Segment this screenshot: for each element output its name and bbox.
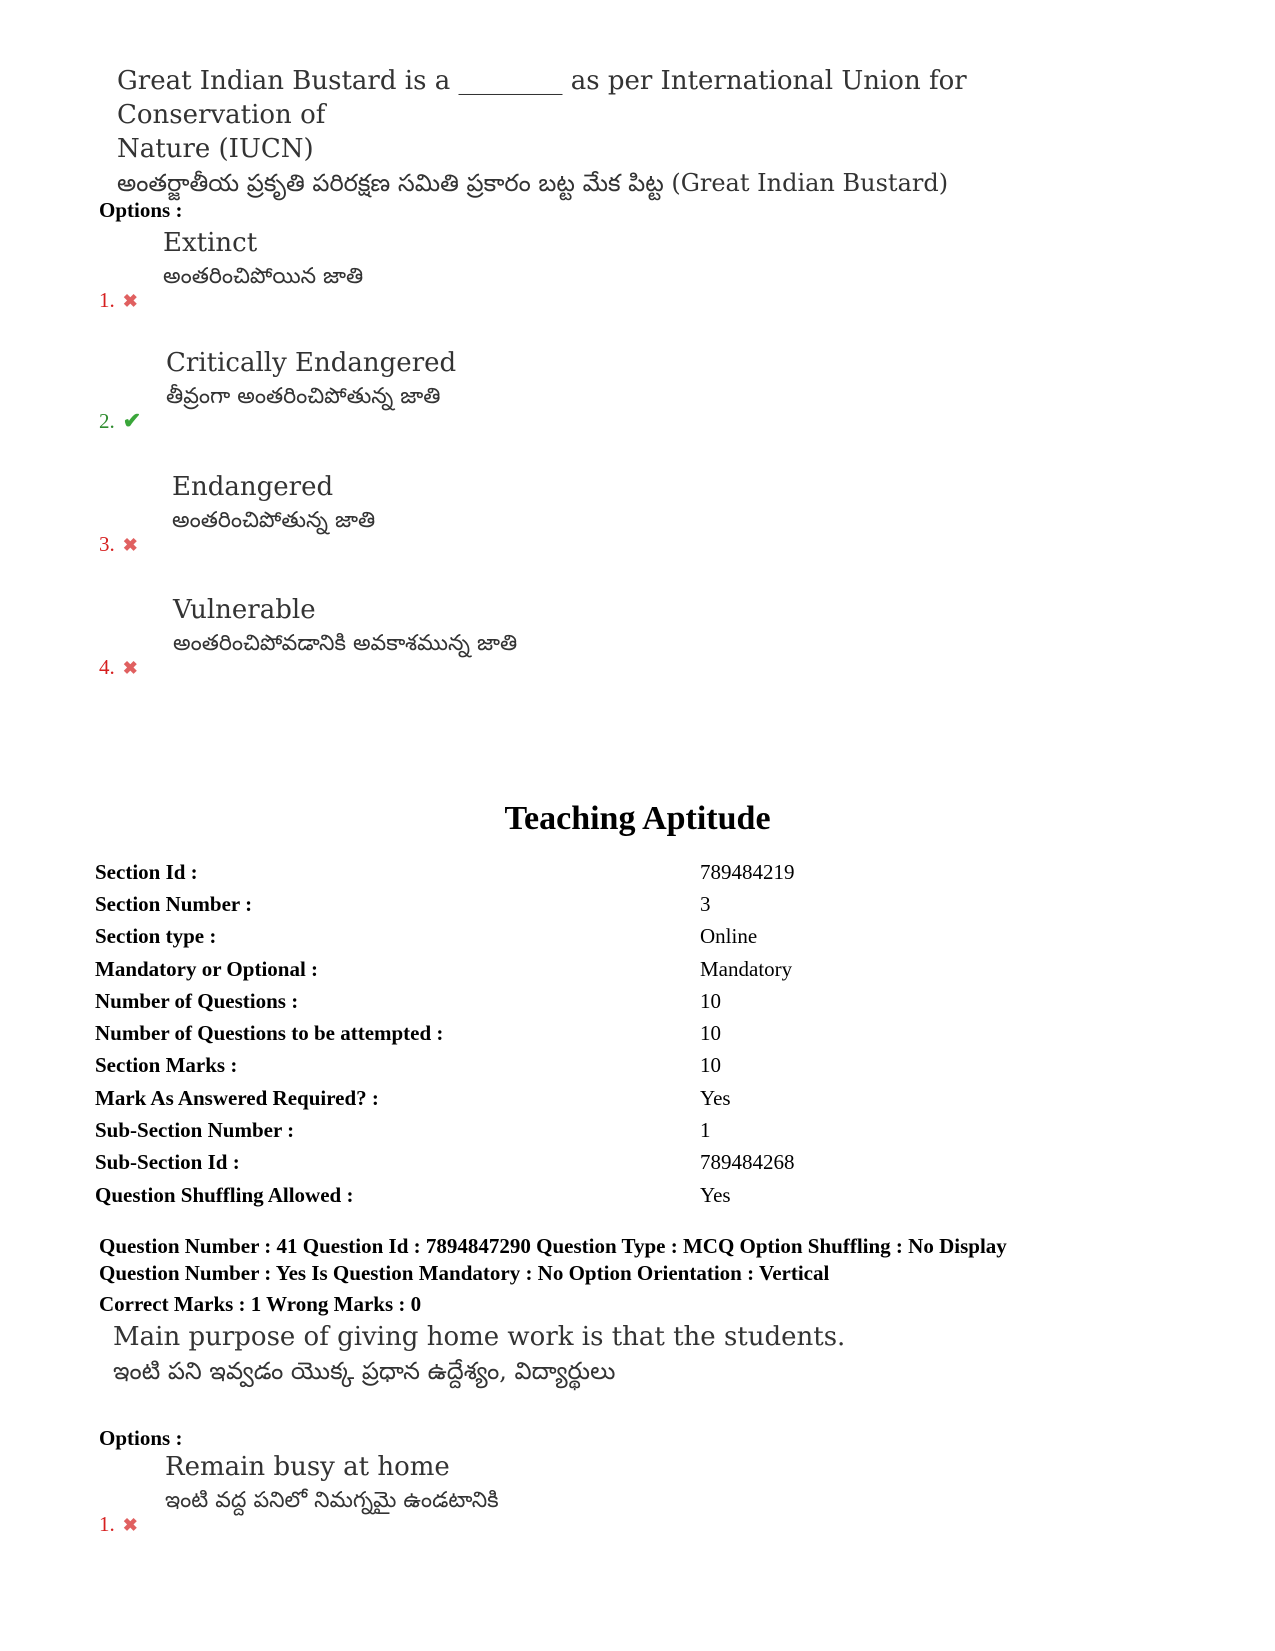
row-value: 10 — [700, 988, 721, 1013]
row-label: Number of Questions : — [95, 988, 299, 1013]
row-label: Sub-Section Id : — [95, 1150, 240, 1175]
wrong-cross-icon: ✖ — [122, 291, 138, 311]
option-number: 3. ✖ — [99, 532, 138, 556]
option-te: అంతరించిపోవడానికి అవకాశమున్న జాతి — [173, 631, 518, 656]
row-label: Number of Questions to be attempted : — [95, 1021, 444, 1046]
row-value: Yes — [700, 1182, 731, 1207]
row-label: Mark As Answered Required? : — [95, 1085, 379, 1110]
row-label: Section Marks : — [95, 1053, 238, 1078]
row-value: 789484268 — [700, 1150, 795, 1175]
row-value: 10 — [700, 1053, 721, 1078]
row-label: Section Id : — [95, 859, 198, 884]
table-row — [95, 1147, 995, 1179]
option-en: Remain busy at home — [165, 1452, 450, 1482]
row-value: Yes — [700, 1085, 731, 1110]
question-41-meta — [99, 1233, 1219, 1318]
marks-line: Correct Marks : 1 Wrong Marks : 0 — [99, 1292, 422, 1316]
row-label: Section type : — [95, 924, 217, 949]
row-label: Sub-Section Number : — [95, 1118, 295, 1143]
row-label: Section Number : — [95, 891, 253, 916]
question-en-line: Main purpose of giving home work is that the students. — [113, 1322, 846, 1352]
row-value: 789484219 — [700, 859, 795, 884]
table-row — [95, 1114, 995, 1146]
row-label: Mandatory or Optional : — [95, 956, 319, 981]
option-te: ఇంటి వద్ద పనిలో నిమగ్నమై ఉండటానికి — [165, 1488, 499, 1513]
option-te: తీవ్రంగా అంతరించిపోతున్న జాతి — [166, 384, 441, 409]
option-en: Vulnerable — [173, 595, 316, 625]
option-en: Endangered — [172, 472, 334, 502]
meta-line-1: Question Number : 41 Question Id : 7894847290 Question Type : MCQ Option Shuffling : No Display — [99, 1234, 1007, 1258]
table-row — [95, 1017, 995, 1049]
option-en: Critically Endangered — [166, 348, 457, 378]
option-number: 2. ✔ — [99, 408, 142, 433]
wrong-cross-icon: ✖ — [122, 535, 138, 555]
table-row — [95, 856, 995, 888]
question-te-line: ఇంటి పని ఇవ్వడం యొక్క ప్రధాన ఉద్దేశ్యం, విద్యార్థులు — [113, 1357, 616, 1385]
option-en: Extinct — [163, 228, 258, 258]
question-te-line: అంతర్జాతీయ ప్రకృతి పరిరక్షణ సమితి ప్రకారం బట్ట మేక పిట్ట (Great Indian Bustard) — [117, 169, 949, 197]
section-info-table — [95, 856, 995, 1211]
wrong-cross-icon: ✖ — [122, 1515, 138, 1535]
row-value: 1 — [700, 1118, 711, 1143]
table-row — [95, 1179, 995, 1211]
section-title: Teaching Aptitude — [504, 800, 771, 837]
wrong-cross-icon: ✖ — [122, 658, 138, 678]
table-row — [95, 888, 995, 920]
row-value: Mandatory — [700, 956, 793, 981]
option-number: 4. ✖ — [99, 655, 138, 679]
correct-check-icon: ✔ — [122, 408, 142, 433]
table-row — [95, 953, 995, 985]
row-label: Question Shuffling Allowed : — [95, 1182, 354, 1207]
question-40-text — [117, 64, 1117, 200]
question-en-line-1: Great Indian Bustard is a ________ as per International Union for Conservation of — [117, 66, 967, 130]
row-value: Online — [700, 924, 758, 949]
option-te: అంతరించిపోయిన జాతి — [163, 264, 364, 289]
table-row — [95, 1050, 995, 1082]
row-value: 3 — [700, 891, 711, 916]
table-row — [95, 1082, 995, 1114]
option-number: 1. ✖ — [99, 288, 138, 312]
question-en-line-2: Nature (IUCN) — [117, 134, 314, 164]
options-label: Options : — [99, 1426, 183, 1450]
row-value: 10 — [700, 1021, 721, 1046]
option-number: 1. ✖ — [99, 1512, 138, 1536]
question-41-text — [113, 1320, 1013, 1388]
meta-line-2: Question Number : Yes Is Question Mandatory : No Option Orientation : Vertical — [99, 1261, 830, 1285]
table-row — [95, 985, 995, 1017]
option-te: అంతరించిపోతున్న జాతి — [172, 508, 376, 533]
options-label: Options : — [99, 198, 183, 222]
table-row — [95, 921, 995, 953]
